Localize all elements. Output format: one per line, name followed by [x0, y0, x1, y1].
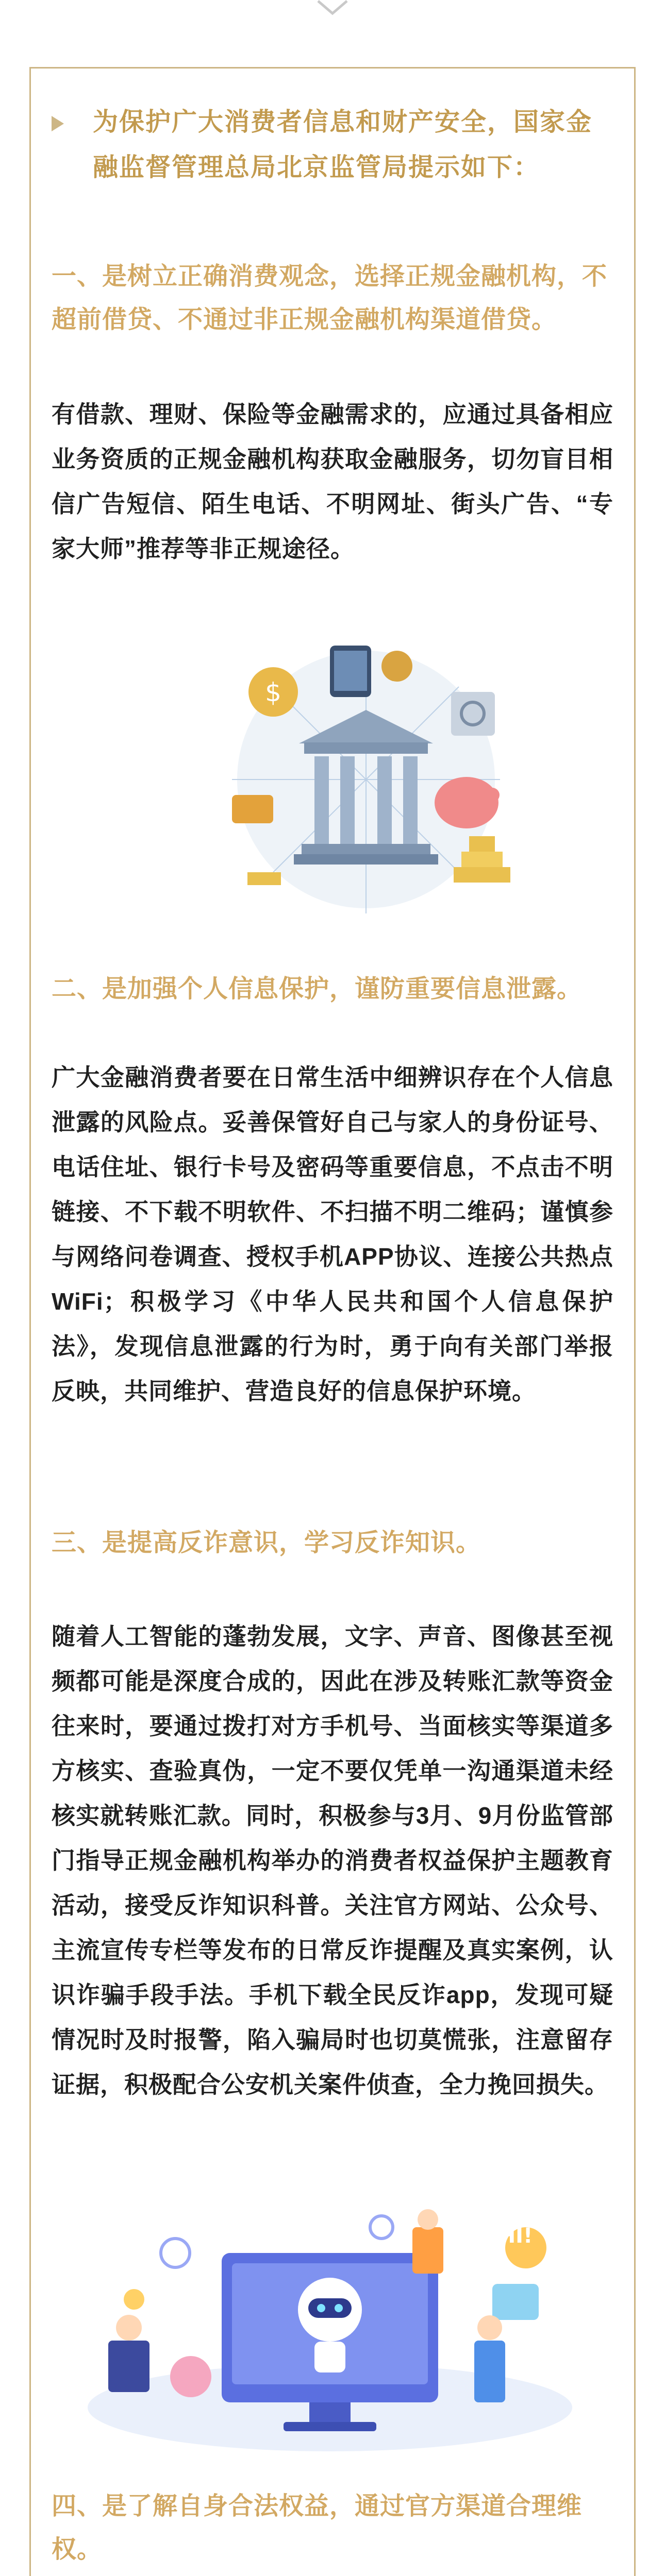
section-3-heading: 三、是提高反诈意识，学习反诈知识。 [52, 1529, 481, 1556]
intro-text: 为保护广大消费者信息和财产安全，国家金融监督管理总局北京监管局提示如下： [93, 108, 593, 181]
notice-panel [29, 67, 636, 2576]
ai-technology-illustration [72, 2207, 588, 2454]
section-4-heading: 四、是了解自身合法权益，通过官方渠道合理维权。 [52, 2493, 583, 2563]
section-2-body: 广大金融消费者要在日常生活中细辨识存在个人信息泄露的风险点。妥善保管好自己与家人的身份证号、电话住址、银行卡号及密码等重要信息，不点击不明链接、不下载不明软件、不扫描不明二维码；谨慎参与网络问卷调查、授权手机APP协议、连接公共热点WiFi；积极学习《中华人民共和国个人信息保护法》，发现信息泄露的行为时，勇于向有关部门举报反映，共同维护、营造良好的信息保护环境。 [52, 1064, 613, 1404]
svg-text:$: $ [265, 677, 281, 707]
section-2-heading: 二、是加强个人信息保护，谨防重要信息泄露。 [52, 975, 583, 1003]
triangle-bullet-icon [52, 116, 64, 131]
bank-illustration [211, 625, 521, 924]
chevron-down-icon [307, 0, 358, 15]
section-1-heading: 一、是树立正确消费观念，选择正规金融机构，不超前借贷、不通过非正规金融机构渠道借贷。 [52, 263, 608, 333]
section-3-body: 随着人工智能的蓬勃发展，文字、声音、图像甚至视频都可能是深度合成的，因此在涉及转账汇款等资金往来时，要通过拨打对方手机号、当面核实等渠道多方核实、查验真伪，一定不要仅凭单一沟通渠道未经核实就转账汇款。同时，积极参与3月、9月份监管部门指导正规金融机构举办的消费者权益保护主题教育活动，接受反诈知识科普。关注官方网站、公众号、主流宣传专栏等发布的日常反诈提醒及真实案例，认识诈骗手段手法。手机下载全民反诈app，发现可疑情况时及时报警，陷入骗局时也切莫慌张，注意留存证据，积极配合公安机关案件侦查，全力挽回损失。 [52, 1623, 613, 2098]
svg-text:HI!: HI! [498, 2224, 533, 2248]
intro [52, 99, 613, 190]
section-1-body: 有借款、理财、保险等金融需求的，应通过具备相应业务资质的正规金融机构获取金融服务，切勿盲目相信广告短信、陌生电话、不明网址、街头广告、“专家大师”推荐等非正规途径。 [52, 401, 613, 562]
